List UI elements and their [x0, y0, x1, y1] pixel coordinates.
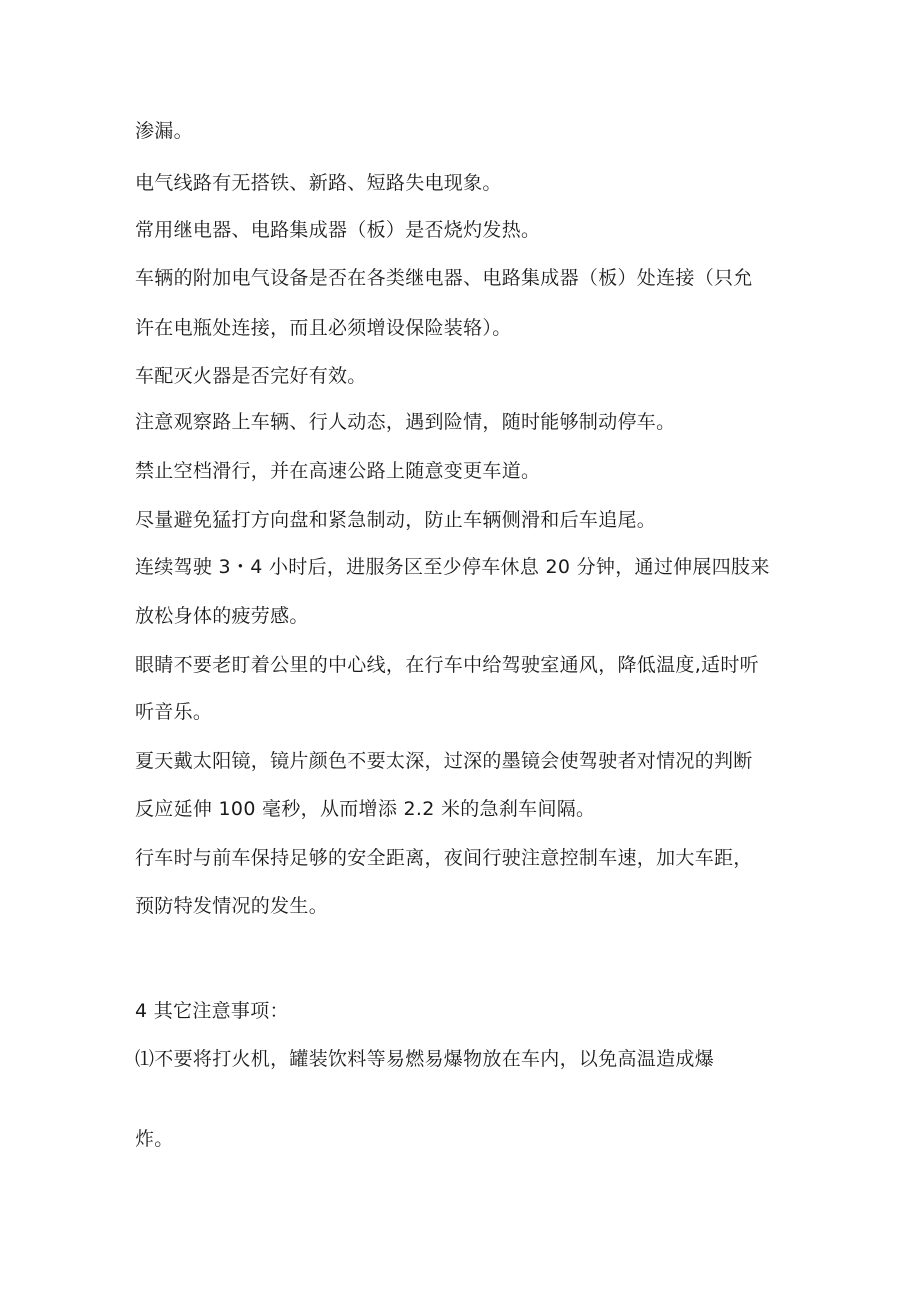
- text-line: 预防特发情况的发生。: [135, 895, 329, 917]
- text-line: 禁止空档滑行，并在高速公路上随意变更车道。: [135, 460, 541, 482]
- text-line: 渗漏。: [135, 120, 193, 142]
- text-line: 尽量避免猛打方向盘和紧急制动，防止车辆侧滑和后车追尾。: [135, 509, 657, 531]
- text-line: 电气线路有无搭铁、新路、短路失电现象。: [135, 172, 502, 194]
- text-line: ⑴不要将打火机，罐装饮料等易燃易爆物放在车内，以免高温造成爆: [135, 1048, 715, 1070]
- text-line: 注意观察路上车辆、行人动态，遇到险情，随时能够制动停车。: [135, 411, 676, 433]
- text-line: 夏天戴太阳镜，镜片颜色不要太深，过深的墨镜会使驾驶者对情况的判断: [135, 750, 753, 772]
- section-heading: 4 其它注意事项：: [135, 1000, 289, 1022]
- text-line: 放松身体的疲劳感。: [135, 605, 309, 627]
- text-line: 许在电瓶处连接，而且必须增设保险装辂）。: [135, 317, 512, 339]
- text-line: 车辆的附加电气设备是否在各类继电器、电路集成器（板）处连接（只允: [135, 267, 753, 289]
- text-line: 炸。: [135, 1128, 174, 1150]
- text-line: 反应延伸 100 毫秒，从而增添 2.2 米的急刹车间隔。: [135, 798, 596, 820]
- text-line: 行车时与前车保持足够的安全距离，夜间行驶注意控制车速，加大车距，: [135, 847, 753, 869]
- text-line: 常用继电器、电路集成器（板）是否烧灼发热。: [135, 219, 541, 241]
- text-line: 眼睛不要老盯着公里的中心线，在行车中给驾驶室通风，降低温度,适时听: [135, 654, 759, 676]
- text-line: 连续驾驶 3・4 小时后，进服务区至少停车休息 20 分钟，通过伸展四肢来: [135, 556, 770, 578]
- text-line: 听音乐。: [135, 701, 213, 723]
- text-line: 车配灭火器是否完好有效。: [135, 365, 367, 387]
